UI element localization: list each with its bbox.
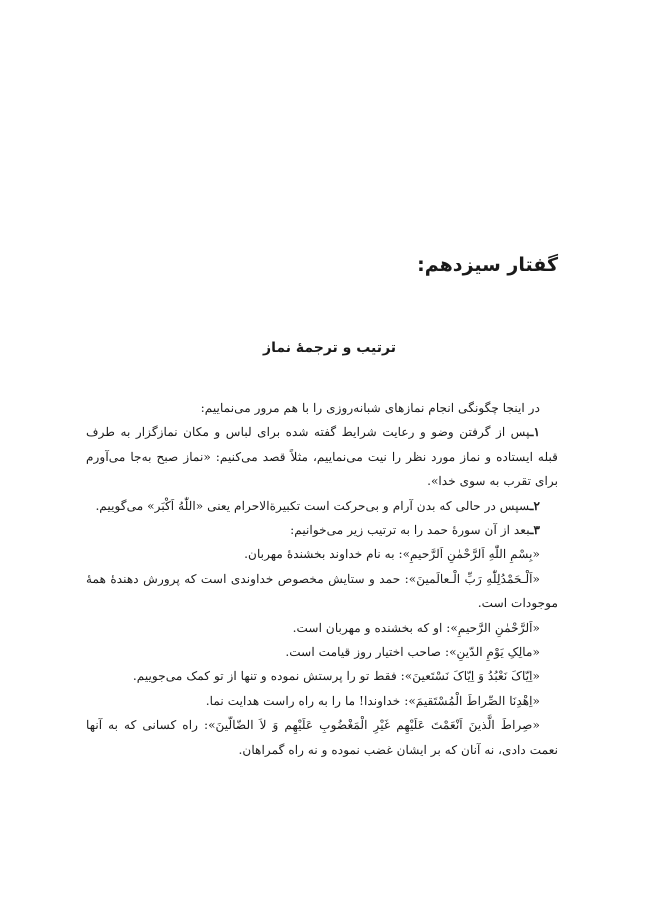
verse-line [86,640,558,664]
intro-paragraph [86,396,558,420]
verse-line [86,664,558,688]
paragraph-text: در اینجا چگونگی انجام نمازهای شبانه‌روزی را با هم مرور می‌نماییم: [200,401,540,415]
chapter-title: گفتار سیزدهم: [417,254,558,276]
verse-line [86,542,558,566]
step-number: ۳ـ [529,523,540,538]
paragraph-text: سپس در حالی که بدن آرام و بی‌حرکت است تکبیرةالاحرام یعنی «اللّٰهُ اَکْبَر» می‌گوییم. [95,498,530,513]
step-number: ۱ـ [529,425,540,440]
verse-line [86,689,558,713]
section-title: ترتیب و ترجمهٔ نماز [263,340,396,356]
verse-line [86,567,558,616]
verse-line [86,713,558,762]
verse-text: «اِیّاکَ نَعْبُدُ وَ اِیّاکَ نَسْتَعینَ»: فقط تو را پرستش نموده و تنها از تو کمک می‌جوییم. [132,669,540,684]
body-text [86,396,558,762]
step-number: ۲ـ [529,498,540,513]
verse-text: «اَلرَّحْمٰنِ الرَّحیمِ»: او که بخشنده و مهربان است. [292,620,540,635]
verse-line [86,616,558,640]
verse-text: «صِراطَ الَّذینَ اَنْعَمْتَ عَلَیْهِم غَیْرِ الْمَغْضُوبِ عَلَیْهِم وَ لاَ الضّالّینَ»: راه کسانی که به آنها نعمت دادی، نه آنان که بر ایشان غضب نموده و نه راه گمراهان. [86,718,558,757]
paragraph-text: بعد از آن سورهٔ حمد را به ترتیب زیر می‌خوانیم: [290,523,530,538]
verse-text: «بِسْمِ اللّٰهِ اَلرَّحْمٰنِ اَلرَّحیمِ»: به نام خداوند بخشندهٔ مهربان. [244,547,540,562]
step-paragraph [86,494,558,518]
step-paragraph [86,420,558,493]
verse-text: «اِهْدِنَا الصِّراطَ الْمُسْتَقیمَ»: خداوندا! ما را به راه راست هدایت نما. [205,693,540,708]
step-paragraph [86,518,558,542]
paragraph-text: پس از گرفتن وضو و رعایت شرایط گفته شده برای لباس و مکان نمازگزار به طرف قبله ایستاده و نماز مورد نظر را نیت می‌نماییم، مثلاً قصد می‌کنیم: «نماز صبح به‌جا می‌آورم برای تقرب به سوی خدا». [86,425,558,489]
verse-text: «مالِکِ یَوْمِ الدّینِ»: صاحب اختیار روز قیامت است. [285,645,540,660]
verse-text: «اَلْـحَمْدُلِلّٰهِ رَبِّ الْـعالَمینَ»: حمد و ستایش مخصوص خداوندی است که پرورش دهندهٔ همهٔ موجودات است. [86,571,558,611]
